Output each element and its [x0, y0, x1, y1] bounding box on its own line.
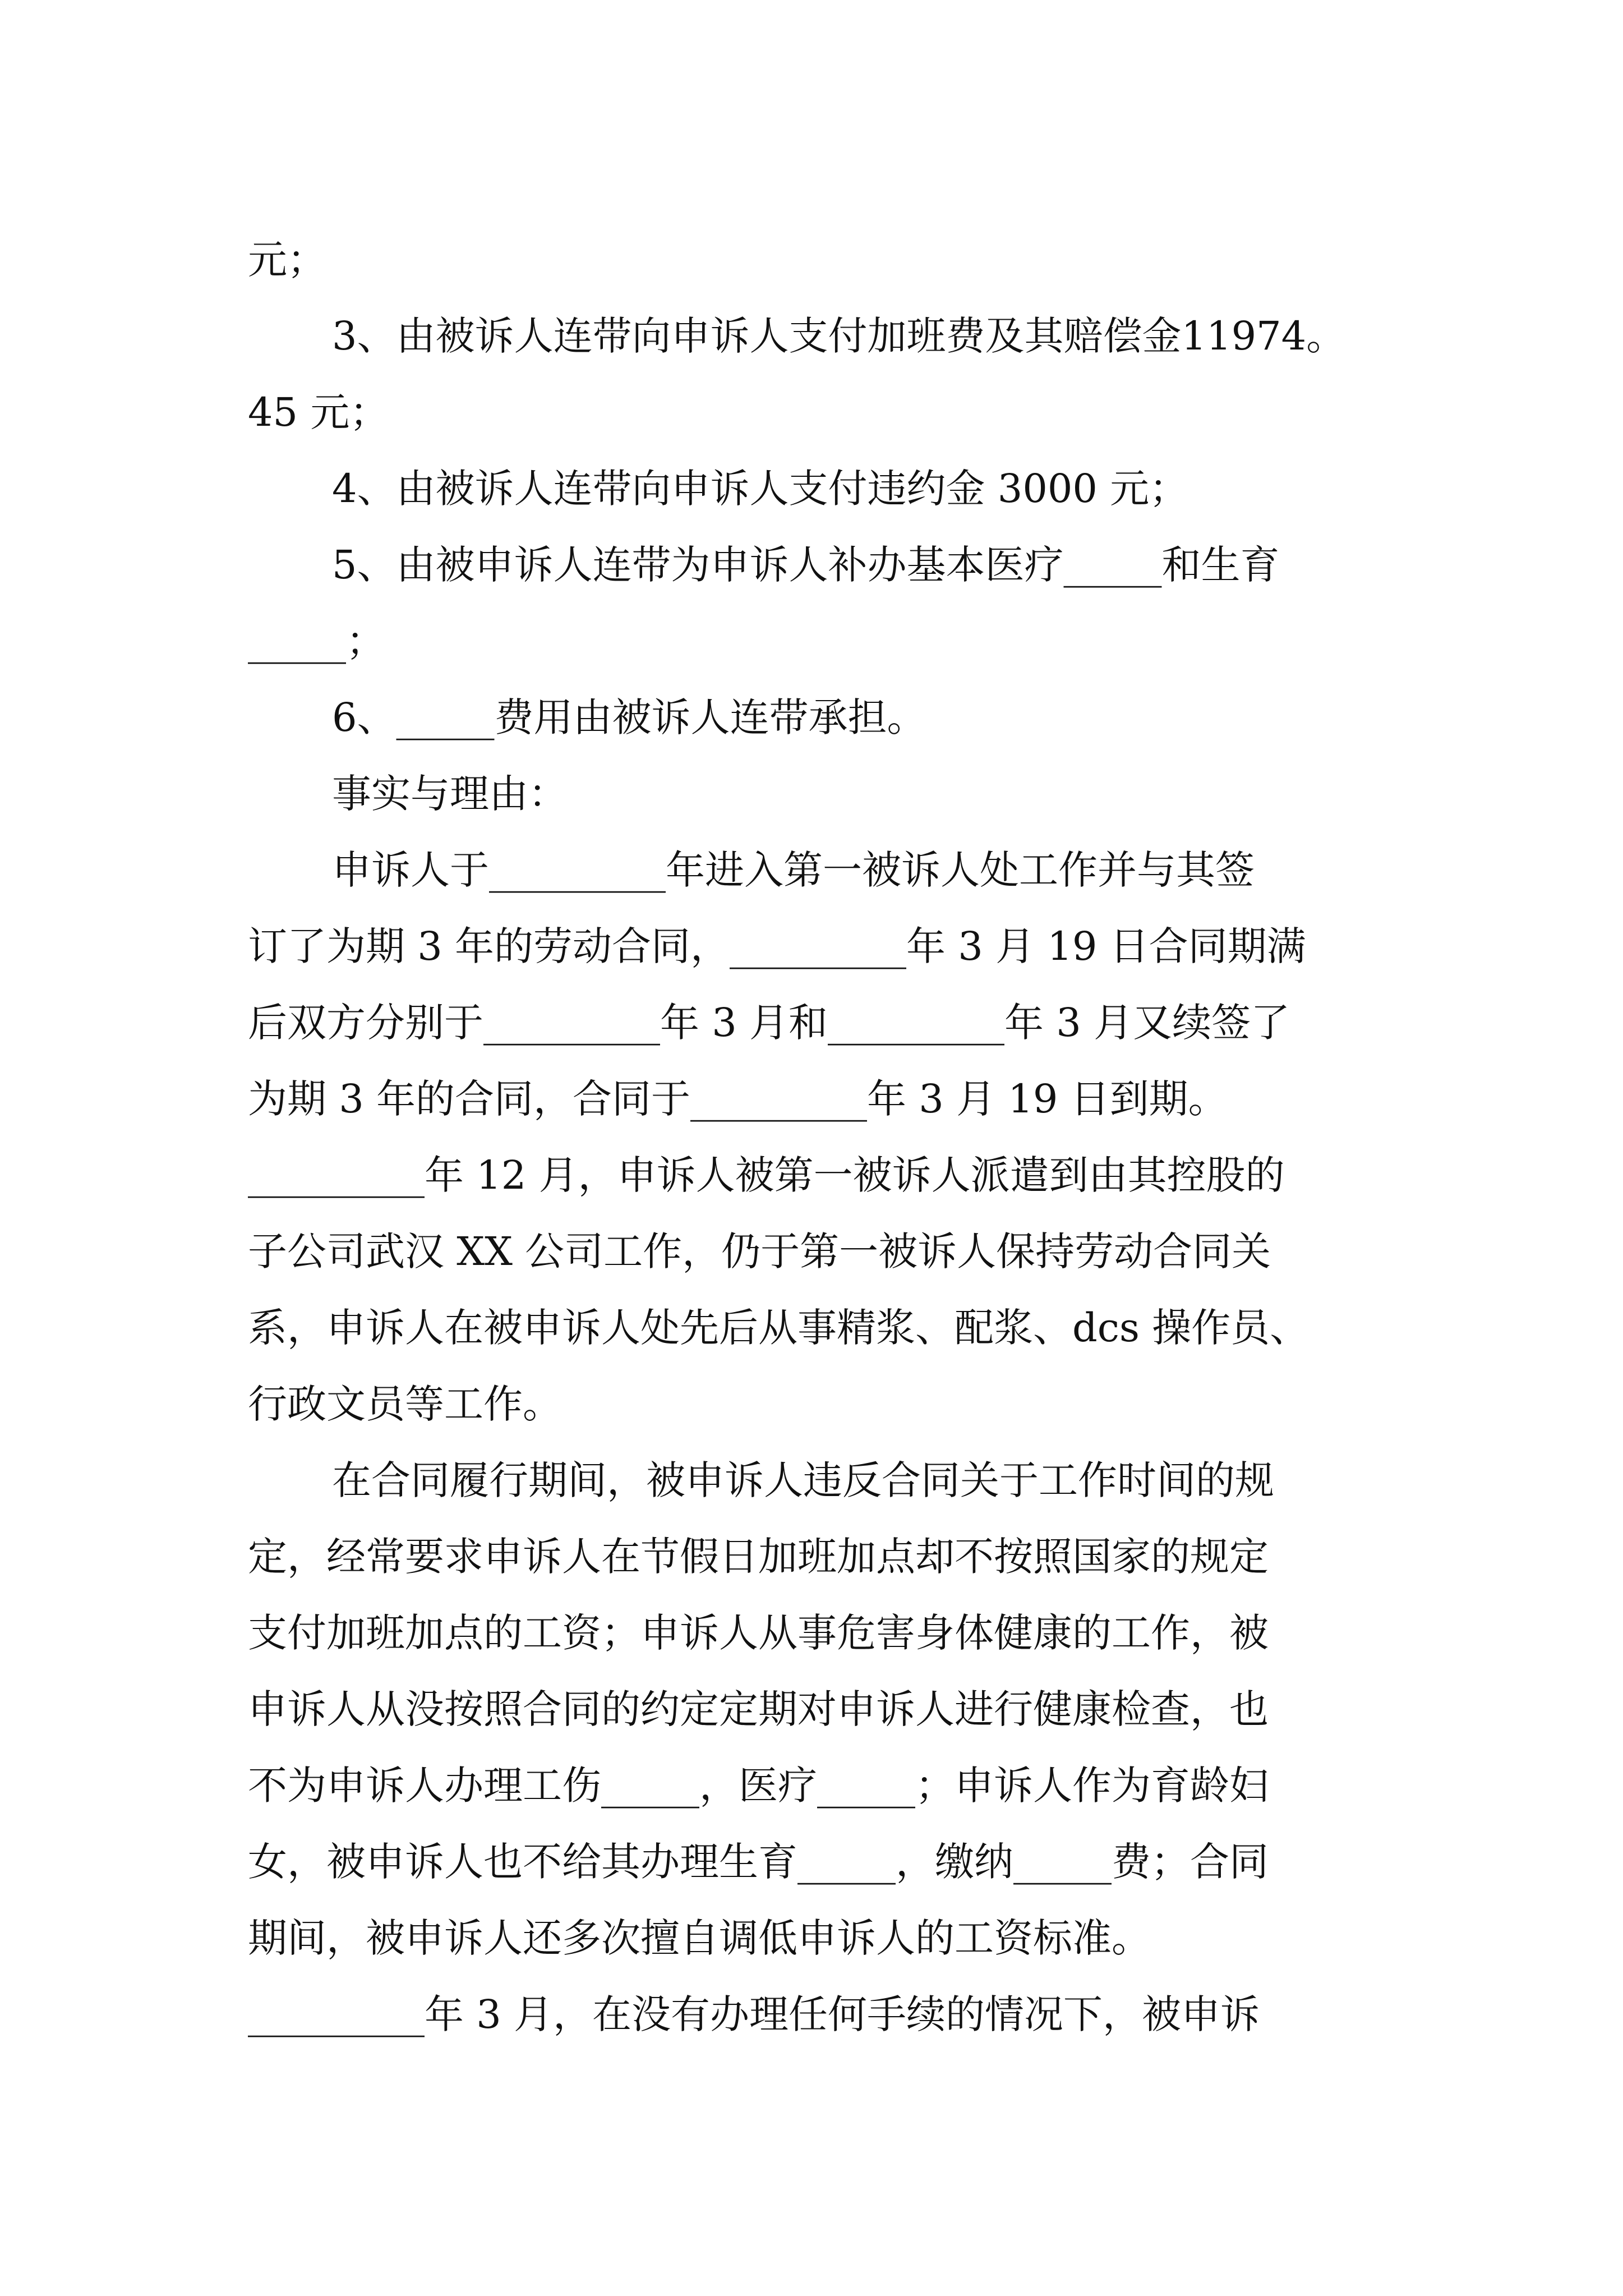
text-line: 3、由被诉人连带向申诉人支付加班费及其赔偿金11974。 [332, 313, 1346, 359]
text-line: 系，申诉人在被申诉人处先后从事精浆、配浆、dcs 操作员、 [248, 1305, 1310, 1351]
text-line: _________年 12 月，申诉人被第一被诉人派遣到由其控股的 [248, 1152, 1285, 1198]
section-heading: 事实与理由： [332, 771, 568, 817]
text-line: 申诉人于_________年进入第一被诉人处工作并与其签 [332, 847, 1255, 893]
text-line: 6、_____费用由被诉人连带承担。 [332, 694, 926, 740]
text-line: 申诉人从没按照合同的约定定期对申诉人进行健康检查，也 [248, 1686, 1269, 1732]
text-line: 女，被申诉人也不给其办理生育_____，缴纳_____费；合同 [248, 1839, 1269, 1885]
text-line: 45 元； [248, 389, 389, 435]
text-line: 为期 3 年的合同，合同于_________年 3 月 19 日到期。 [248, 1076, 1228, 1122]
text-line: 5、由被申诉人连带为申诉人补办基本医疗_____和生育 [332, 542, 1280, 588]
text-line: _____； [248, 618, 385, 664]
text-line: _________年 3 月，在没有办理任何手续的情况下，被申诉 [248, 1991, 1260, 2037]
text-line: 子公司武汉 XX 公司工作，仍于第一被诉人保持劳动合同关 [248, 1228, 1271, 1274]
document-body [248, 222, 1398, 2053]
text-line: 4、由被诉人连带向申诉人支付违约金 3000 元； [332, 466, 1189, 512]
text-line: 后双方分别于_________年 3 月和_________年 3 月又续签了 [248, 1000, 1290, 1046]
text-line: 元； [248, 237, 326, 283]
text-line: 定，经常要求申诉人在节假日加班加点却不按照国家的规定 [248, 1534, 1269, 1580]
text-line: 订了为期 3 年的劳动合同，_________年 3 月 19 日合同期满 [248, 923, 1306, 969]
text-line: 行政文员等工作。 [248, 1381, 562, 1427]
text-line: 在合同履行期间，被申诉人违反合同关于工作时间的规 [332, 1457, 1274, 1503]
text-line: 支付加班加点的工资；申诉人从事危害身体健康的工作，被 [248, 1610, 1269, 1656]
text-line: 不为申诉人办理工伤_____，医疗_____；申诉人作为育龄妇 [248, 1763, 1269, 1809]
text-line: 期间，被申诉人还多次擅自调低申诉人的工资标准。 [248, 1915, 1151, 1961]
